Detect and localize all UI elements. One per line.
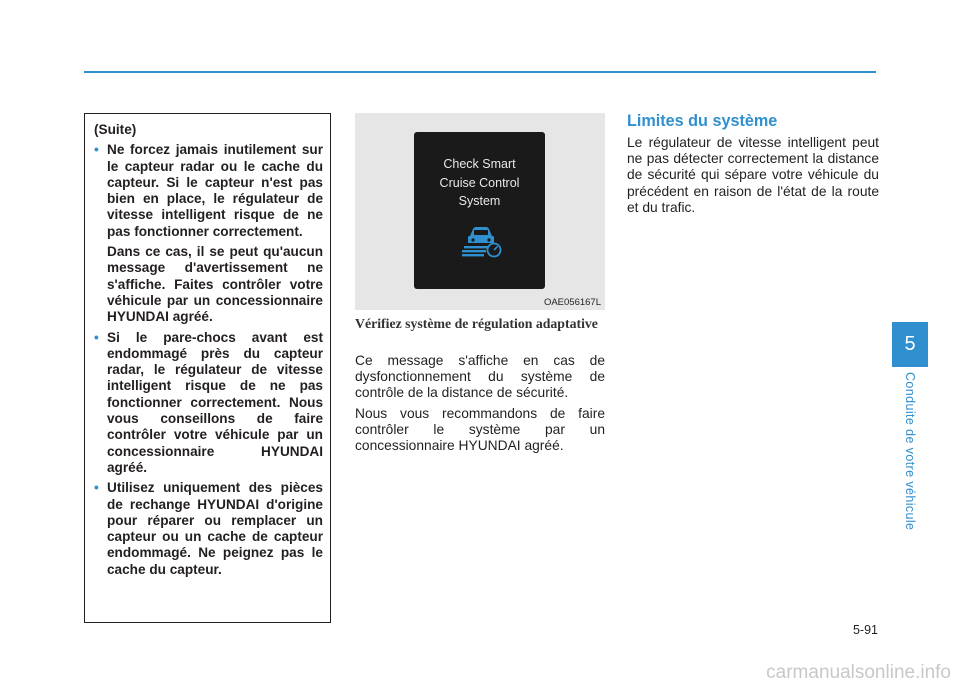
warning-item-subtext: Dans ce cas, il se peut qu'aucun message d'avertissement ne s'affiche. Faites contrôler votre véhicule par un concessionnaire HYUNDAI agréé. — [107, 244, 323, 325]
body-paragraph: Ce message s'affiche en cas de dysfonctionnement du système de contrôle de la distance de sécurité. — [355, 353, 605, 401]
watermark-text: carmanualsonline.info — [766, 662, 951, 683]
bullet-icon: • — [94, 142, 99, 158]
cluster-message-figure — [355, 113, 605, 310]
bullet-icon: • — [94, 329, 99, 345]
warning-continued-label: (Suite) — [94, 122, 137, 137]
header-rule — [84, 71, 876, 73]
warning-item-text: Utilisez uniquement des pièces de rechange HYUNDAI d'origine pour réparer ou remplacer un capteur ou un cache de capteur endommagé. Ne peignez pas le cache du capteur. — [107, 480, 323, 577]
section-heading: Vérifiez système de régulation adaptative — [355, 316, 598, 331]
chapter-title: Conduite de votre véhicule — [903, 372, 917, 531]
section-heading: Limites du système — [627, 112, 778, 130]
cluster-message-line: Check Smart — [443, 157, 516, 171]
warning-item — [94, 142, 323, 325]
page-number: 5-91 — [852, 623, 878, 637]
figure-code: OAE056167L — [543, 297, 601, 308]
warning-item — [94, 330, 323, 477]
cluster-message — [414, 155, 545, 211]
cluster-message-line: System — [458, 194, 501, 208]
warning-item-text: Ne forcez jamais inutilement sur le capteur radar ou le cache du capteur. Si le capteur n'est pas bien en place, le régulateur de vitesse intelligent risque de ne pas fonctionner correctement. — [107, 142, 323, 239]
warning-item-text: Si le pare-chocs avant est endommagé près du capteur radar, le régulateur de vitesse intelligent risque de ne pas fonctionner correctement. Nous vous conseillons de faire contrôler votre véhicule par un concessionnaire HYUNDAI agréé. — [107, 329, 323, 475]
warning-box — [84, 113, 331, 623]
smart-cruise-warning-icon — [462, 224, 502, 258]
cluster-display — [414, 132, 545, 289]
cluster-message-line: Cruise Control — [439, 175, 520, 190]
bullet-icon: • — [94, 480, 99, 496]
chapter-number-tab: 5 — [892, 322, 928, 367]
body-paragraph: Le régulateur de vitesse intelligent peut ne pas détecter correctement la distance de sécurité qui sépare votre véhicule du précédent en raison de l'état de la route et du trafic. — [627, 135, 879, 215]
warning-item — [94, 480, 323, 578]
body-paragraph: Nous vous recommandons de faire contrôler le système par un concessionnaire HYUNDAI agréé. — [355, 406, 605, 454]
